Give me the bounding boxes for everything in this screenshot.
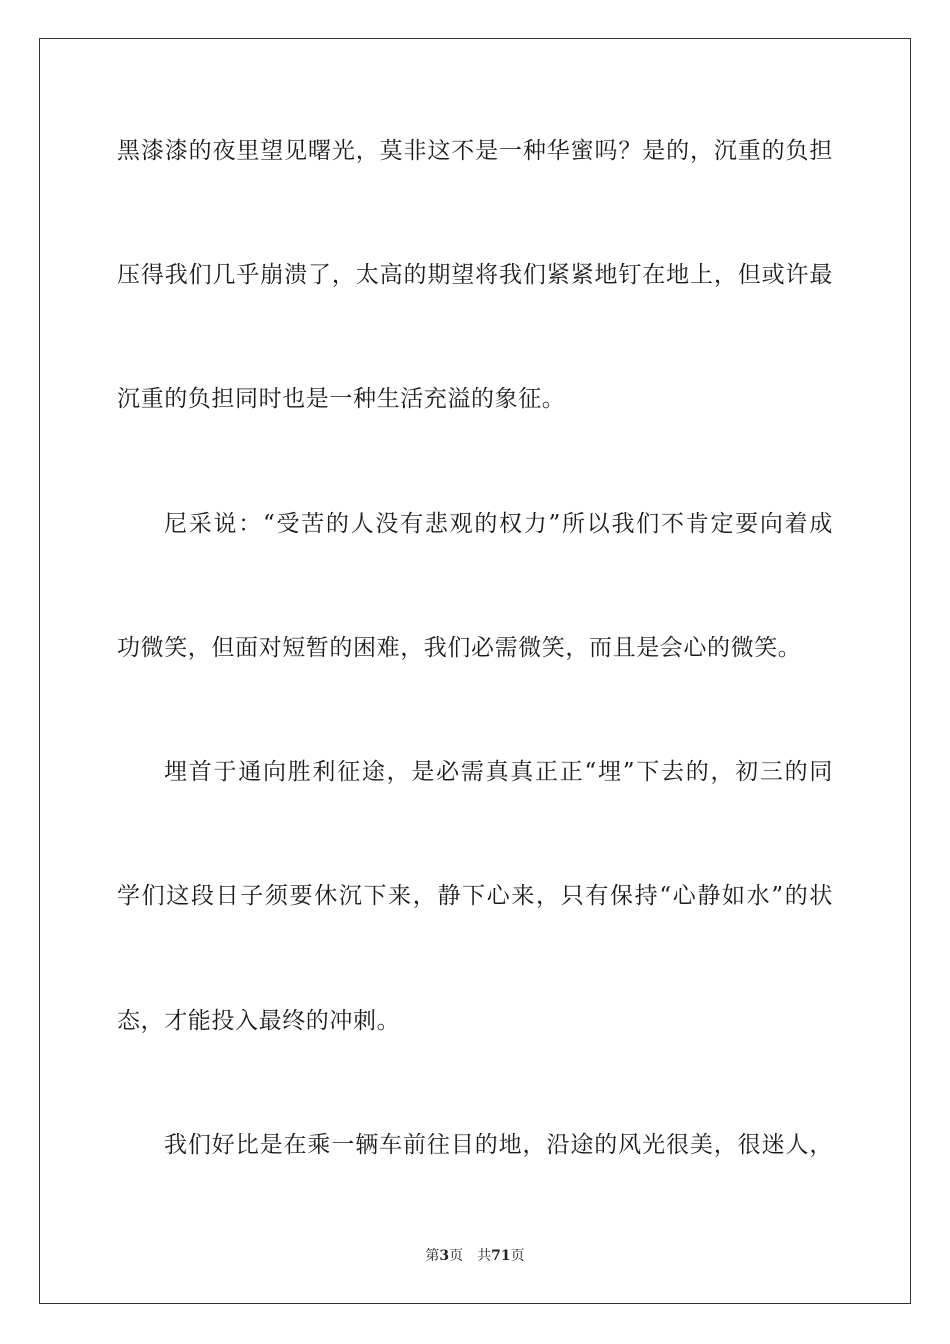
text-line: 功微笑，但面对短暂的困难，我们必需微笑，而且是会心的微笑。 bbox=[117, 635, 802, 661]
page-number: 3 bbox=[439, 1248, 450, 1264]
total-pages: 71 bbox=[491, 1248, 511, 1264]
total-suffix: 页 bbox=[510, 1248, 525, 1264]
page-suffix: 页 bbox=[449, 1248, 464, 1264]
paragraph-first-line: 我们好比是在乘一辆车前往目的地，沿途的风光很美，很迷人， bbox=[164, 1132, 833, 1158]
page-border bbox=[39, 38, 911, 1304]
text-line: 态，才能投入最终的冲刺。 bbox=[117, 1008, 401, 1034]
text-line: 黑漆漆的夜里望见曙光，莫非这不是一种华蜜吗？是的，沉重的负担 bbox=[117, 138, 833, 164]
text-line: 压得我们几乎崩溃了，太高的期望将我们紧紧地钉在地上，但或许最 bbox=[117, 262, 833, 288]
page-footer bbox=[0, 1247, 950, 1265]
text-line: 学们这段日子须要休沉下来，静下心来，只有保持“心静如水”的状 bbox=[117, 883, 833, 909]
paragraph-first-line: 尼采说：“受苦的人没有悲观的权力”所以我们不肯定要向着成 bbox=[164, 511, 833, 537]
paragraph-first-line: 埋首于通向胜利征途，是必需真真正正“埋”下去的，初三的同 bbox=[164, 759, 833, 785]
total-prefix: 共 bbox=[477, 1248, 492, 1264]
page-prefix: 第 bbox=[425, 1248, 440, 1264]
text-line: 沉重的负担同时也是一种生活充溢的象征。 bbox=[117, 386, 566, 412]
